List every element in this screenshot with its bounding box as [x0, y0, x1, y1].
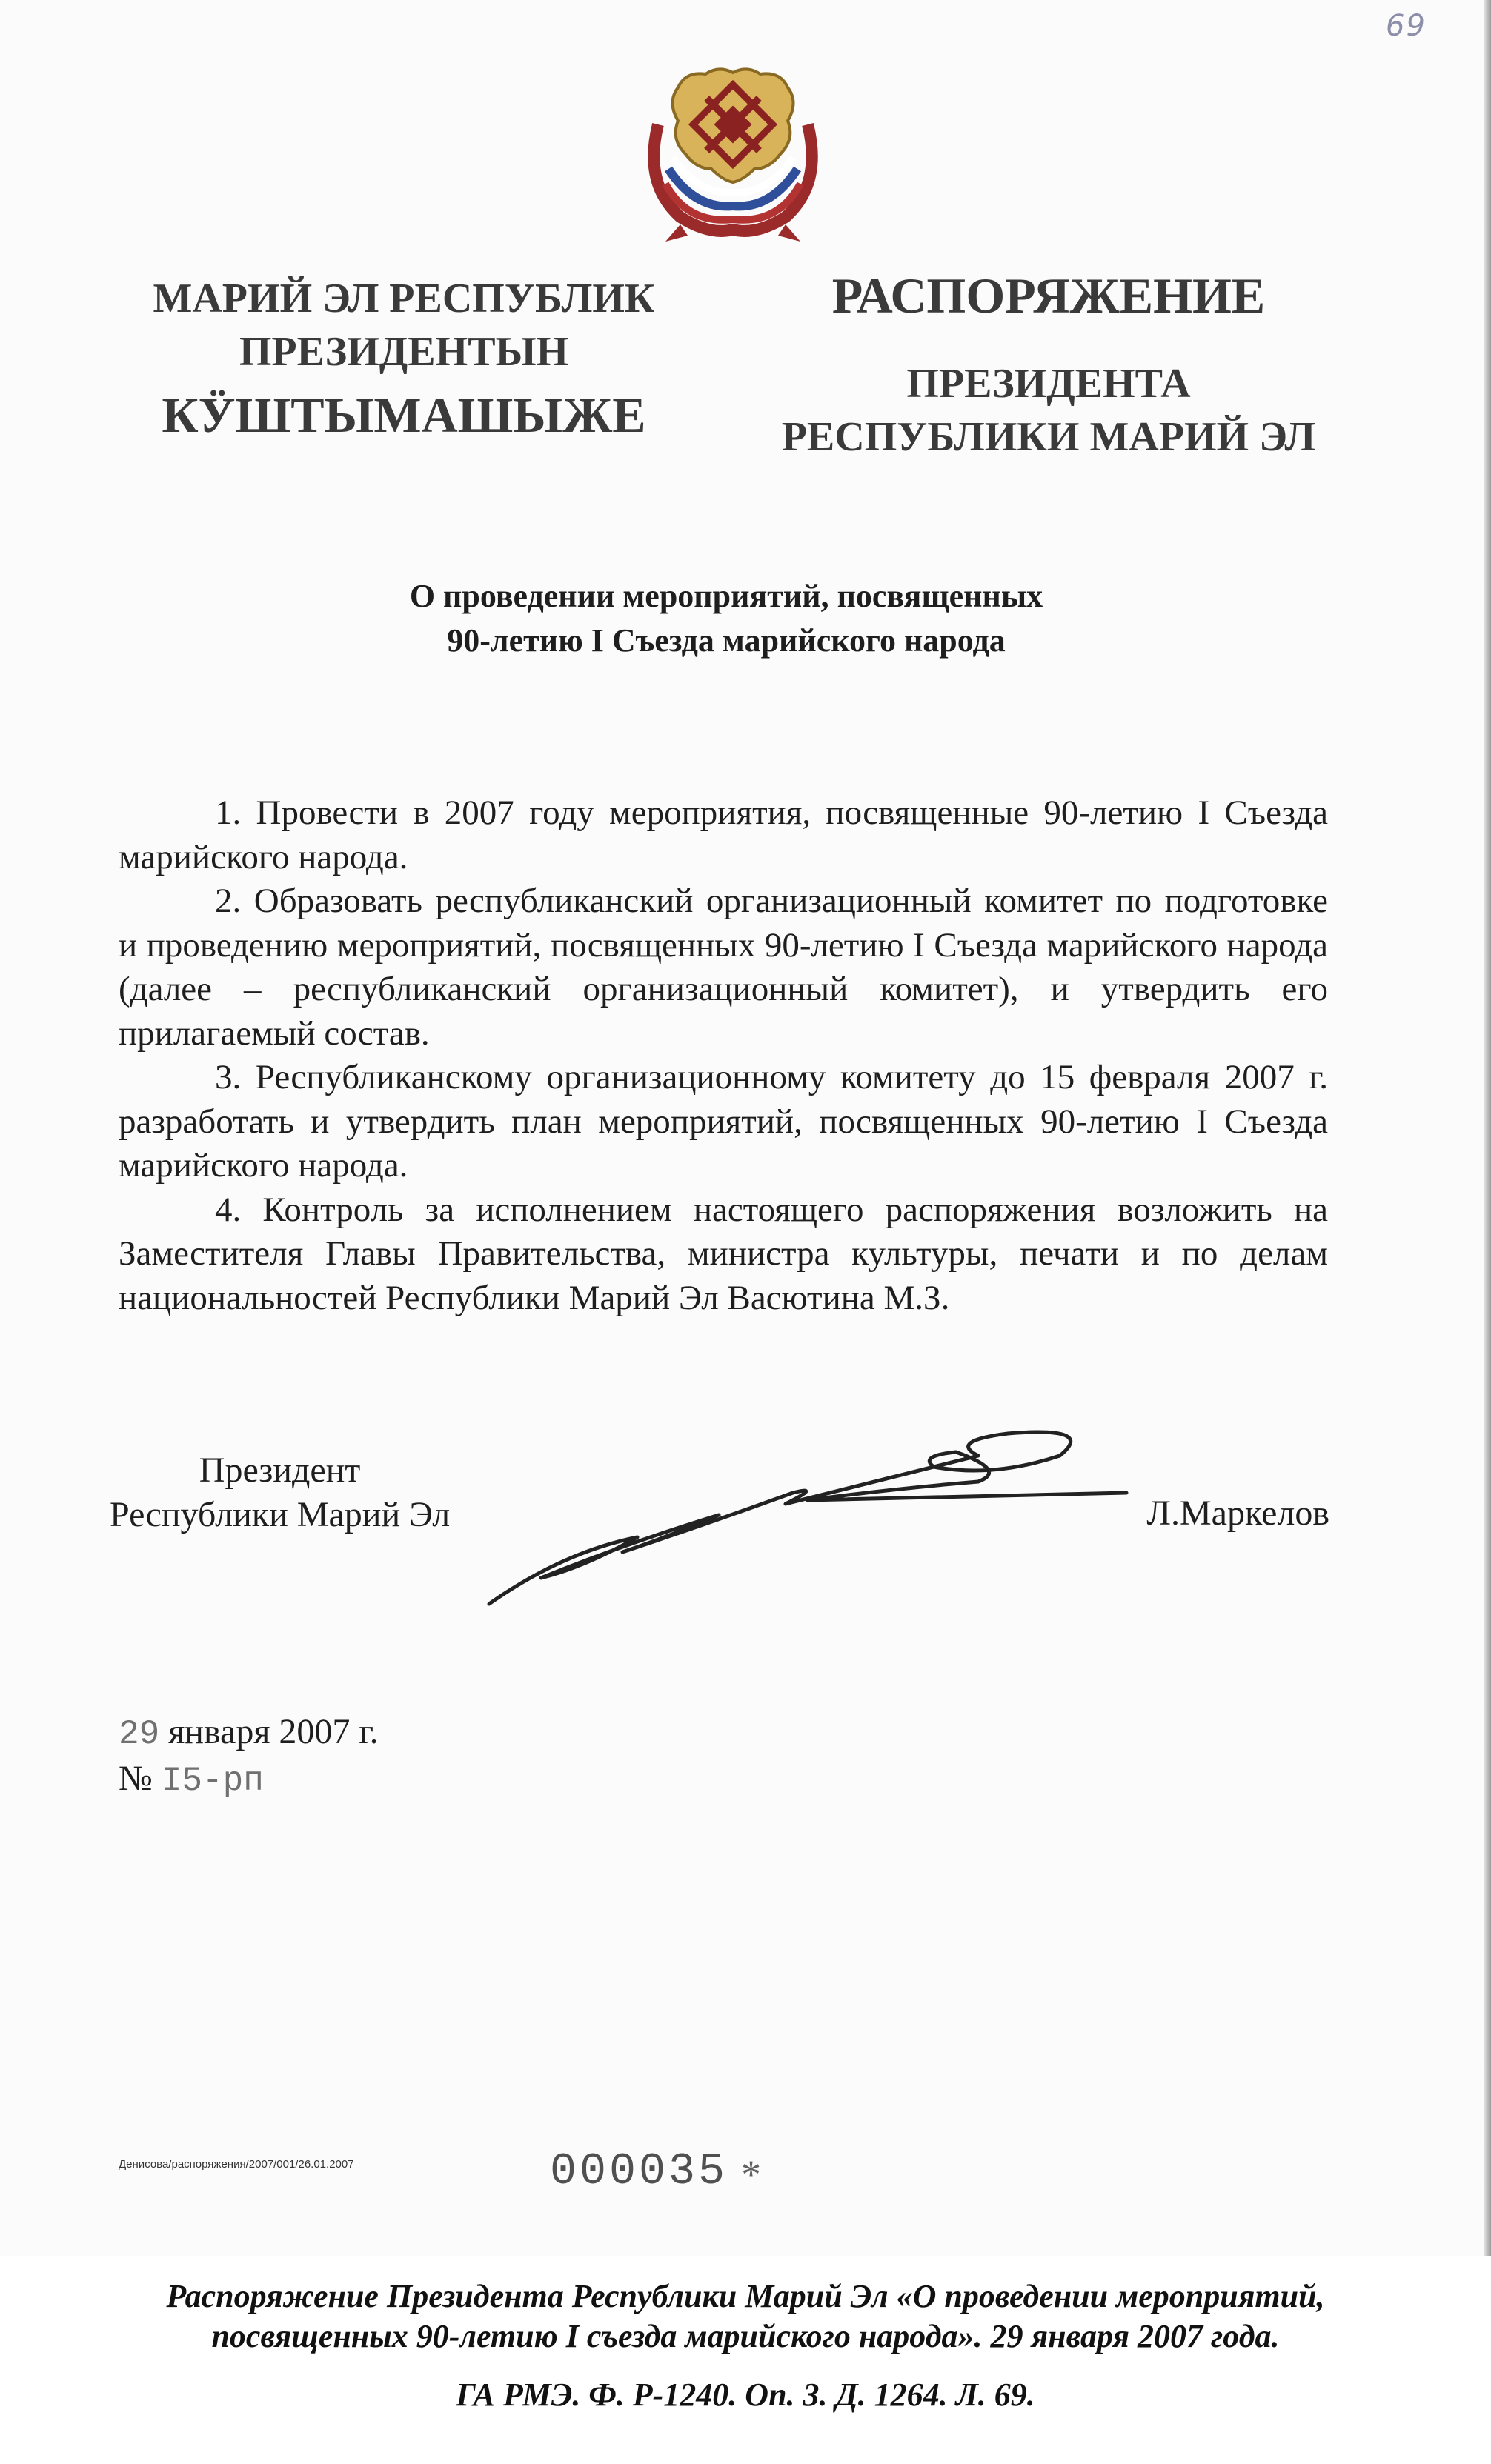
signatory-name: Л.Маркелов — [1146, 1494, 1329, 1533]
signatory-title — [110, 1448, 450, 1537]
date-and-number — [119, 1710, 379, 1803]
date-day-stamp: 29 — [119, 1715, 160, 1754]
document-number-stamp: I5-рп — [161, 1762, 264, 1800]
header-mari-line2: ПРЕЗИДЕНТЫН — [239, 328, 569, 375]
paragraph: 4. Контроль за исполнением настоящего распоряжения возложить на Заместителя Главы Правительства, министра культуры, печати и по делам национальностей Республики Марий Эл Васютина М.З. — [119, 1190, 1328, 1317]
header-russian-line3: РЕСПУБЛИКИ МАРИЙ ЭЛ — [781, 413, 1316, 460]
image-caption — [30, 2277, 1461, 2357]
header-russian-line2: ПРЕЗИДЕНТА — [906, 361, 1191, 407]
handwritten-signature — [474, 1426, 1215, 1619]
caption-line1: Распоряжение Президента Республики Марий Эл «О проведении мероприятий, — [166, 2278, 1325, 2314]
paragraph: 3. Республиканскому организационному комитету до 15 февраля 2007 г. разработать и утвердить план мероприятий, посвященных 90-летию I Съезда марийского народа. — [119, 1058, 1328, 1185]
paragraph: 2. Образовать республиканский организационный комитет по подготовке и проведению мероприятий, посвященных 90-летию I Съезда марийского народа (далее – республиканский организационный комитет), и утвердить его прилагаемый состав. — [119, 882, 1328, 1053]
document-body — [119, 791, 1328, 1320]
number-prefix: № — [119, 1759, 153, 1798]
signatory-title-line1: Президент — [199, 1451, 361, 1490]
document-title-line2: 90-летию I Съезда марийского народа — [447, 622, 1006, 659]
file-reference: Денисова/распоряжения/2007/001/26.01.2007 — [119, 2158, 354, 2171]
archive-reference: ГА РМЭ. Ф. Р-1240. Оп. 3. Д. 1264. Л. 69. — [456, 2377, 1035, 2413]
caption-line2: посвященных 90-летию I съезда марийского народа». 29 января 2007 года. — [211, 2318, 1280, 2354]
signatory-title-line2: Республики Марий Эл — [110, 1495, 451, 1534]
coat-of-arms-emblem — [636, 58, 830, 247]
date-rest: января 2007 г. — [168, 1712, 379, 1751]
paragraph: 1. Провести в 2007 году мероприятия, посвященные 90-летию I Съезда марийского народа. — [119, 793, 1328, 876]
header-mari-line3: КӰШТЫМАШЫЖЕ — [162, 387, 646, 444]
document-title — [119, 574, 1334, 663]
header-mari-line1: МАРИЙ ЭЛ РЕСПУБЛИК — [153, 276, 655, 322]
page-edge-shadow — [1484, 0, 1491, 2256]
header-mari — [126, 273, 682, 447]
archive-page-number: 69 — [1386, 9, 1427, 43]
header-russian — [748, 264, 1349, 464]
header-russian-line1: РАСПОРЯЖЕНИЕ — [831, 267, 1266, 324]
document-title-line1: О проведении мероприятий, посвященных — [409, 578, 1043, 614]
asterisk-mark: * — [741, 2152, 761, 2197]
serial-number-stamp: 000035 — [550, 2147, 728, 2197]
